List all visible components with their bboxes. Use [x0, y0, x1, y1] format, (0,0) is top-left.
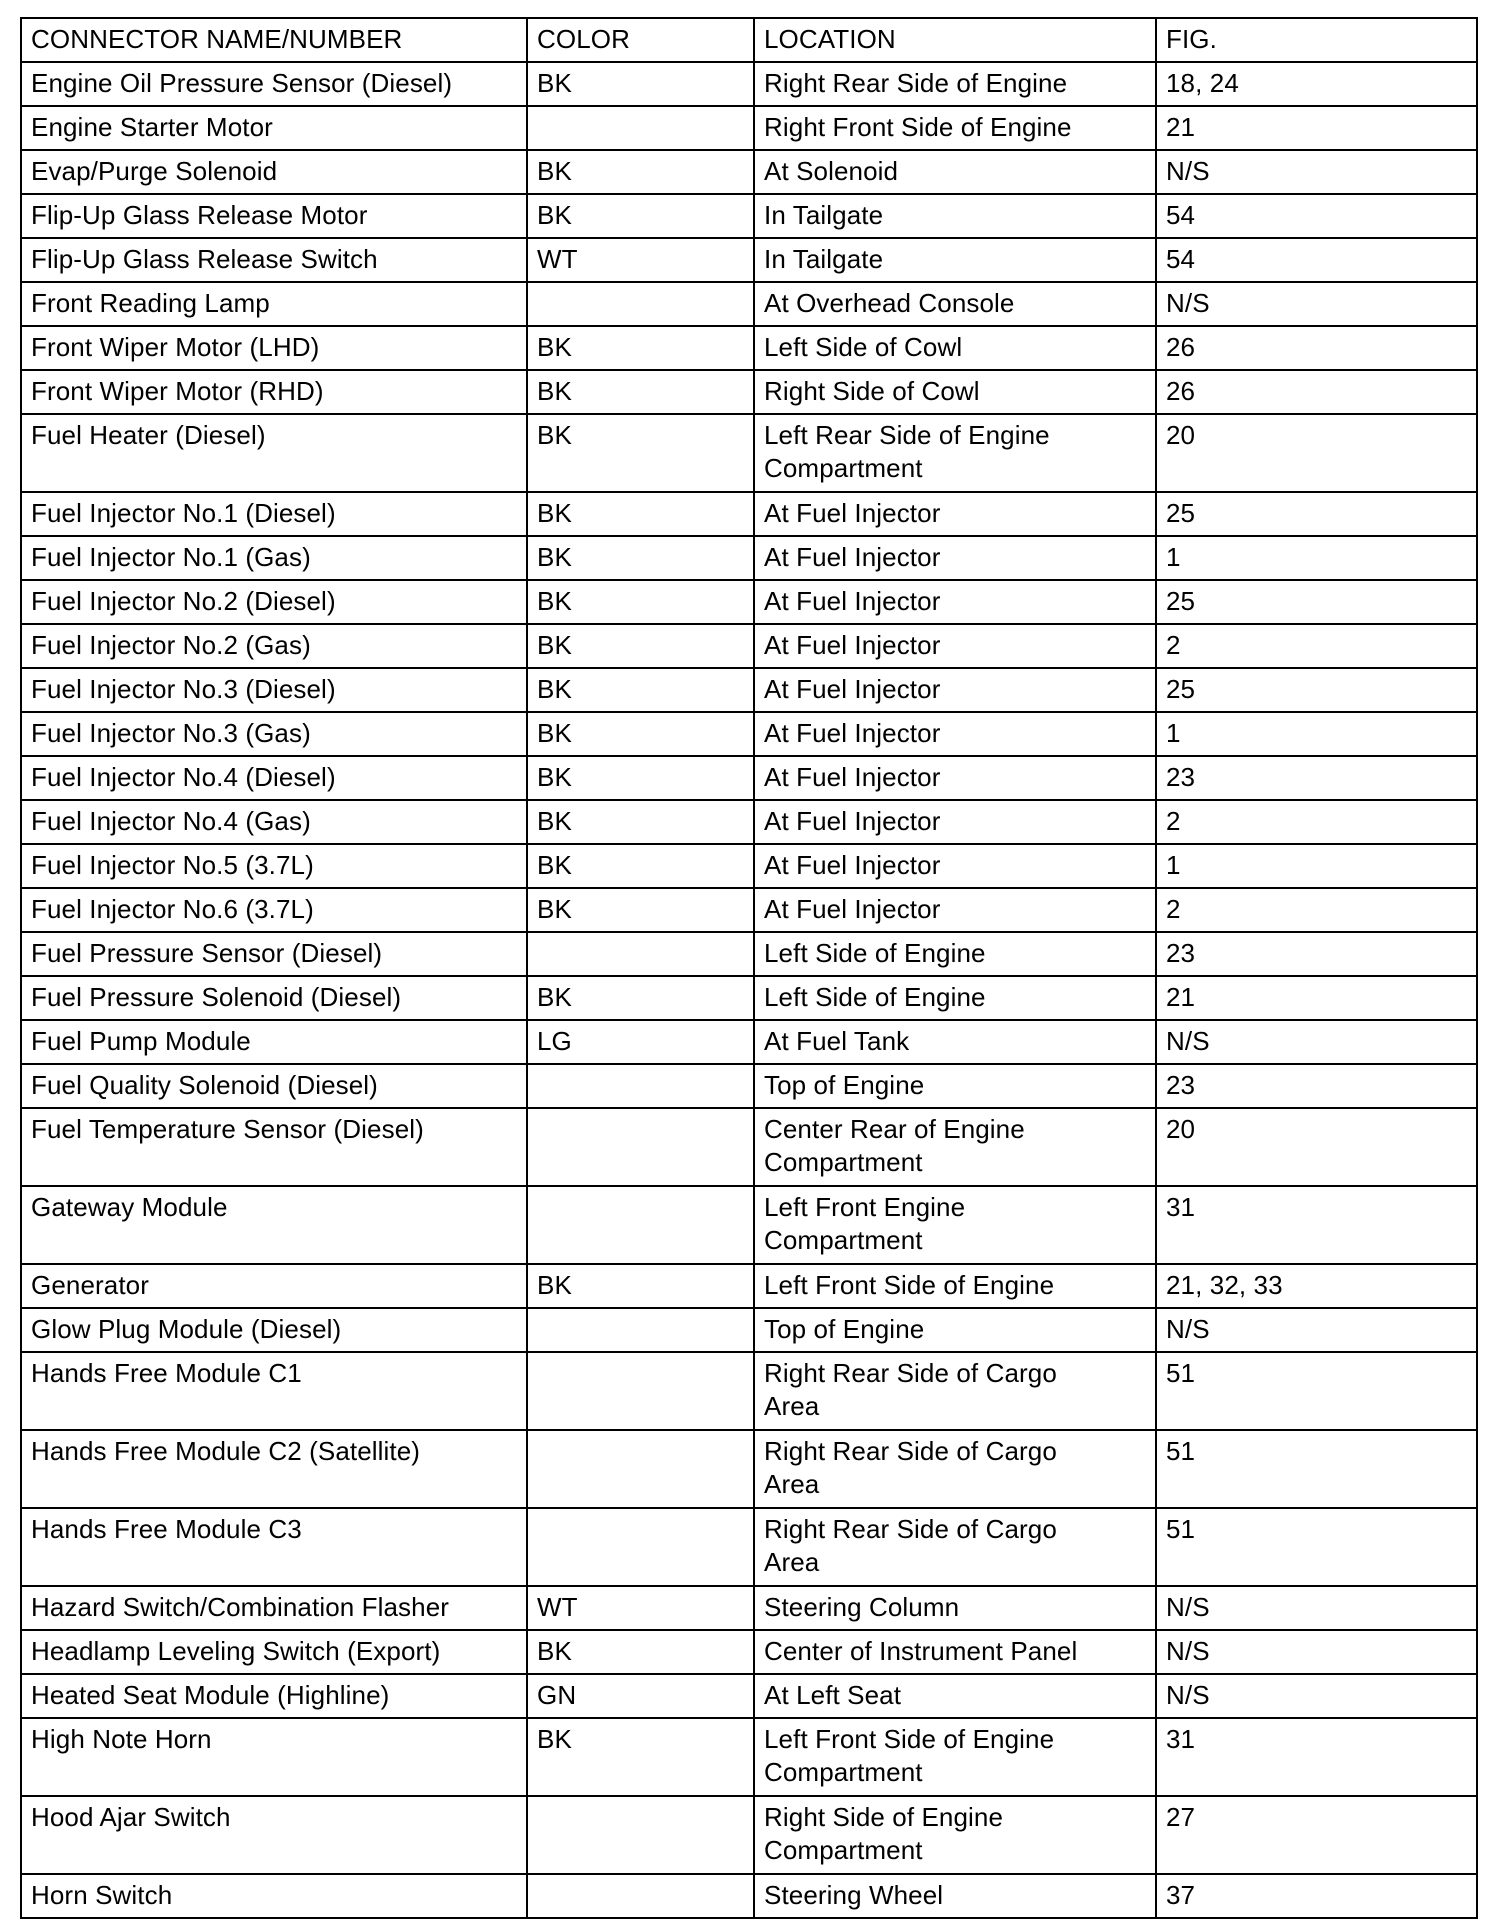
table-row	[21, 668, 1477, 712]
location-cell: Left Rear Side of Engine Compartment	[754, 414, 1156, 492]
table-row	[21, 536, 1477, 580]
color-cell	[527, 1064, 754, 1108]
color-cell: BK	[527, 1718, 754, 1796]
table-row	[21, 1796, 1477, 1874]
connector-name-cell: Front Wiper Motor (RHD)	[21, 370, 527, 414]
table-row	[21, 1674, 1477, 1718]
location-cell: Center of Instrument Panel	[754, 1630, 1156, 1674]
color-cell: BK	[527, 1630, 754, 1674]
connector-name-cell: Flip-Up Glass Release Motor	[21, 194, 527, 238]
location-cell: Left Side of Engine	[754, 976, 1156, 1020]
location-cell: At Fuel Injector	[754, 536, 1156, 580]
fig-cell: 21	[1156, 976, 1477, 1020]
table-row	[21, 106, 1477, 150]
table-row	[21, 932, 1477, 976]
fig-cell: 1	[1156, 844, 1477, 888]
connector-name-cell: Hands Free Module C2 (Satellite)	[21, 1430, 527, 1508]
location-cell: At Overhead Console	[754, 282, 1156, 326]
connector-name-cell: Fuel Injector No.4 (Diesel)	[21, 756, 527, 800]
color-cell: BK	[527, 580, 754, 624]
connector-name-cell: Glow Plug Module (Diesel)	[21, 1308, 527, 1352]
table-row	[21, 194, 1477, 238]
connector-name-cell: Engine Starter Motor	[21, 106, 527, 150]
fig-cell: 23	[1156, 1064, 1477, 1108]
table-row	[21, 1308, 1477, 1352]
header-location: LOCATION	[754, 18, 1156, 62]
connector-name-cell: Gateway Module	[21, 1186, 527, 1264]
fig-cell: 31	[1156, 1718, 1477, 1796]
table-row	[21, 370, 1477, 414]
connector-name-cell: Fuel Pressure Sensor (Diesel)	[21, 932, 527, 976]
location-cell: Center Rear of Engine Compartment	[754, 1108, 1156, 1186]
table-row	[21, 1586, 1477, 1630]
location-cell: Left Front Side of Engine	[754, 1264, 1156, 1308]
table-row	[21, 62, 1477, 106]
fig-cell: 2	[1156, 888, 1477, 932]
location-cell: Left Side of Engine	[754, 932, 1156, 976]
fig-cell: 21	[1156, 106, 1477, 150]
color-cell: BK	[527, 536, 754, 580]
fig-cell: 21, 32, 33	[1156, 1264, 1477, 1308]
color-cell: BK	[527, 370, 754, 414]
color-cell: BK	[527, 150, 754, 194]
fig-cell: 2	[1156, 624, 1477, 668]
fig-cell: 51	[1156, 1430, 1477, 1508]
table-row	[21, 580, 1477, 624]
location-cell: At Fuel Injector	[754, 800, 1156, 844]
color-cell	[527, 1186, 754, 1264]
fig-cell: N/S	[1156, 282, 1477, 326]
fig-cell: 25	[1156, 492, 1477, 536]
connector-name-cell: Fuel Pump Module	[21, 1020, 527, 1064]
location-cell: Steering Column	[754, 1586, 1156, 1630]
location-cell: In Tailgate	[754, 238, 1156, 282]
connector-name-cell: Fuel Temperature Sensor (Diesel)	[21, 1108, 527, 1186]
connector-name-cell: Fuel Heater (Diesel)	[21, 414, 527, 492]
fig-cell: 51	[1156, 1508, 1477, 1586]
connector-name-cell: Fuel Injector No.1 (Gas)	[21, 536, 527, 580]
table-row	[21, 1430, 1477, 1508]
connector-name-cell: Fuel Injector No.2 (Gas)	[21, 624, 527, 668]
fig-cell: 18, 24	[1156, 62, 1477, 106]
table-row	[21, 282, 1477, 326]
location-cell: At Solenoid	[754, 150, 1156, 194]
table-row	[21, 1508, 1477, 1586]
color-cell: BK	[527, 1264, 754, 1308]
location-cell: At Fuel Injector	[754, 712, 1156, 756]
color-cell: BK	[527, 888, 754, 932]
fig-cell: N/S	[1156, 1586, 1477, 1630]
table-row	[21, 1352, 1477, 1430]
color-cell: BK	[527, 414, 754, 492]
color-cell: BK	[527, 194, 754, 238]
connector-name-cell: Heated Seat Module (Highline)	[21, 1674, 527, 1718]
fig-cell: 1	[1156, 712, 1477, 756]
fig-cell: 51	[1156, 1352, 1477, 1430]
table-row	[21, 414, 1477, 492]
location-cell: At Fuel Injector	[754, 624, 1156, 668]
location-cell: At Fuel Tank	[754, 1020, 1156, 1064]
color-cell	[527, 932, 754, 976]
connector-name-cell: Front Wiper Motor (LHD)	[21, 326, 527, 370]
connector-name-cell: Headlamp Leveling Switch (Export)	[21, 1630, 527, 1674]
connector-name-cell: Hood Ajar Switch	[21, 1796, 527, 1874]
table-row	[21, 756, 1477, 800]
fig-cell: 2	[1156, 800, 1477, 844]
color-cell: BK	[527, 800, 754, 844]
connector-name-cell: Hazard Switch/Combination Flasher	[21, 1586, 527, 1630]
fig-cell: 54	[1156, 194, 1477, 238]
color-cell: BK	[527, 326, 754, 370]
connector-name-cell: Fuel Quality Solenoid (Diesel)	[21, 1064, 527, 1108]
color-cell: WT	[527, 238, 754, 282]
color-cell: WT	[527, 1586, 754, 1630]
location-cell: Left Front Side of Engine Compartment	[754, 1718, 1156, 1796]
table-row	[21, 1874, 1477, 1918]
header-fig: FIG.	[1156, 18, 1477, 62]
connector-name-cell: Fuel Injector No.4 (Gas)	[21, 800, 527, 844]
color-cell	[527, 106, 754, 150]
table-row	[21, 1064, 1477, 1108]
table-row	[21, 238, 1477, 282]
fig-cell: N/S	[1156, 150, 1477, 194]
table-row	[21, 1108, 1477, 1186]
color-cell	[527, 282, 754, 326]
color-cell: BK	[527, 624, 754, 668]
table-row	[21, 1630, 1477, 1674]
fig-cell: N/S	[1156, 1308, 1477, 1352]
location-cell: Left Side of Cowl	[754, 326, 1156, 370]
color-cell: BK	[527, 844, 754, 888]
fig-cell: 27	[1156, 1796, 1477, 1874]
location-cell: Right Side of Engine Compartment	[754, 1796, 1156, 1874]
table-body	[21, 62, 1477, 1918]
location-cell: At Fuel Injector	[754, 844, 1156, 888]
table-row	[21, 1264, 1477, 1308]
location-cell: Right Rear Side of Cargo Area	[754, 1352, 1156, 1430]
connector-name-cell: Front Reading Lamp	[21, 282, 527, 326]
connector-name-cell: Fuel Injector No.5 (3.7L)	[21, 844, 527, 888]
table-row	[21, 1186, 1477, 1264]
table-row	[21, 888, 1477, 932]
fig-cell: 31	[1156, 1186, 1477, 1264]
connector-name-cell: Fuel Injector No.3 (Diesel)	[21, 668, 527, 712]
connector-name-cell: Fuel Injector No.3 (Gas)	[21, 712, 527, 756]
location-cell: Right Side of Cowl	[754, 370, 1156, 414]
location-cell: At Left Seat	[754, 1674, 1156, 1718]
fig-cell: 25	[1156, 668, 1477, 712]
connector-name-cell: Engine Oil Pressure Sensor (Diesel)	[21, 62, 527, 106]
fig-cell: 37	[1156, 1874, 1477, 1918]
color-cell: BK	[527, 756, 754, 800]
location-cell: Top of Engine	[754, 1064, 1156, 1108]
connector-name-cell: Fuel Pressure Solenoid (Diesel)	[21, 976, 527, 1020]
color-cell: BK	[527, 62, 754, 106]
fig-cell: 20	[1156, 414, 1477, 492]
color-cell	[527, 1108, 754, 1186]
location-cell: At Fuel Injector	[754, 492, 1156, 536]
fig-cell: 23	[1156, 932, 1477, 976]
location-cell: Steering Wheel	[754, 1874, 1156, 1918]
connector-name-cell: Hands Free Module C1	[21, 1352, 527, 1430]
table-row	[21, 800, 1477, 844]
color-cell: BK	[527, 668, 754, 712]
location-cell: Top of Engine	[754, 1308, 1156, 1352]
location-cell: Right Rear Side of Cargo Area	[754, 1430, 1156, 1508]
fig-cell: 26	[1156, 370, 1477, 414]
fig-cell: 23	[1156, 756, 1477, 800]
table-row	[21, 492, 1477, 536]
color-cell	[527, 1352, 754, 1430]
connector-sheet	[20, 17, 1476, 1919]
table-row	[21, 976, 1477, 1020]
connector-table	[20, 17, 1478, 1919]
table-row	[21, 624, 1477, 668]
table-row	[21, 1020, 1477, 1064]
color-cell: GN	[527, 1674, 754, 1718]
header-row	[21, 18, 1477, 62]
fig-cell: 25	[1156, 580, 1477, 624]
connector-name-cell: Horn Switch	[21, 1874, 527, 1918]
location-cell: At Fuel Injector	[754, 888, 1156, 932]
location-cell: Right Rear Side of Cargo Area	[754, 1508, 1156, 1586]
color-cell: BK	[527, 976, 754, 1020]
fig-cell: N/S	[1156, 1020, 1477, 1064]
fig-cell: N/S	[1156, 1630, 1477, 1674]
color-cell: BK	[527, 492, 754, 536]
connector-name-cell: Fuel Injector No.2 (Diesel)	[21, 580, 527, 624]
color-cell: BK	[527, 712, 754, 756]
connector-name-cell: Evap/Purge Solenoid	[21, 150, 527, 194]
fig-cell: 20	[1156, 1108, 1477, 1186]
connector-name-cell: Generator	[21, 1264, 527, 1308]
connector-name-cell: High Note Horn	[21, 1718, 527, 1796]
color-cell	[527, 1308, 754, 1352]
fig-cell: 1	[1156, 536, 1477, 580]
fig-cell: 26	[1156, 326, 1477, 370]
table-row	[21, 844, 1477, 888]
header-connector-name: CONNECTOR NAME/NUMBER	[21, 18, 527, 62]
table-row	[21, 150, 1477, 194]
table-row	[21, 326, 1477, 370]
header-color: COLOR	[527, 18, 754, 62]
color-cell	[527, 1796, 754, 1874]
location-cell: Right Rear Side of Engine	[754, 62, 1156, 106]
table-row	[21, 1718, 1477, 1796]
color-cell: LG	[527, 1020, 754, 1064]
connector-name-cell: Hands Free Module C3	[21, 1508, 527, 1586]
color-cell	[527, 1430, 754, 1508]
location-cell: In Tailgate	[754, 194, 1156, 238]
connector-name-cell: Fuel Injector No.1 (Diesel)	[21, 492, 527, 536]
fig-cell: 54	[1156, 238, 1477, 282]
table-row	[21, 712, 1477, 756]
connector-name-cell: Fuel Injector No.6 (3.7L)	[21, 888, 527, 932]
color-cell	[527, 1874, 754, 1918]
location-cell: Left Front Engine Compartment	[754, 1186, 1156, 1264]
location-cell: At Fuel Injector	[754, 580, 1156, 624]
location-cell: At Fuel Injector	[754, 668, 1156, 712]
fig-cell: N/S	[1156, 1674, 1477, 1718]
location-cell: At Fuel Injector	[754, 756, 1156, 800]
location-cell: Right Front Side of Engine	[754, 106, 1156, 150]
connector-name-cell: Flip-Up Glass Release Switch	[21, 238, 527, 282]
color-cell	[527, 1508, 754, 1586]
